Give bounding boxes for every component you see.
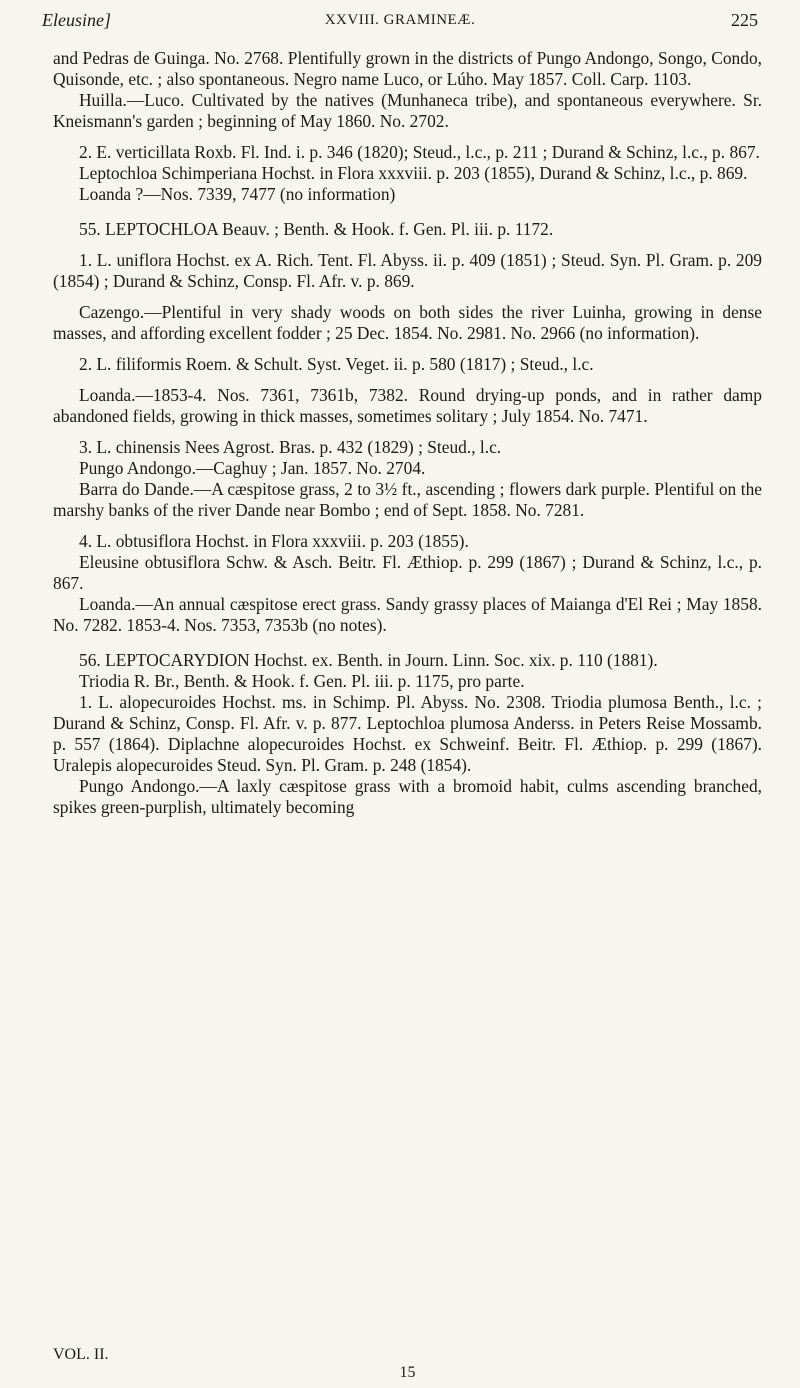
paragraph: and Pedras de Guinga. No. 2768. Plentifully grown in the districts of Pungo Andongo, Songo, Condo, Quisonde, etc. ; also spontaneous. Negro name Luco, or Lúho. May 1857. Coll. Carp. 1103. xyxy=(53,48,762,89)
locality: Cazengo.—Plentiful in very shady woods on both sides the river Luinha, growing in dense masses, and affording excellent fodder ; 25 Dec. 1854. No. 2981. No. 2966 (no information). xyxy=(53,302,762,343)
locality: Pungo Andongo.—A laxly cæspitose grass with a bromoid habit, culms ascending branched, spikes green-purplish, ultimately becoming xyxy=(53,776,762,817)
synonym: Leptochloa Schimperiana Hochst. in Flora xxxviii. p. 203 (1855), Durand & Schinz, l.c., p. 869. xyxy=(79,163,748,183)
species-entry: 4. L. obtusiflora Hochst. in Flora xxxviii. p. 203 (1855). xyxy=(79,531,469,551)
header-genus: Eleusine] xyxy=(42,10,111,30)
synonym: Triodia R. Br., Benth. & Hook. f. Gen. Pl. iii. p. 1175, pro parte. xyxy=(79,671,525,691)
genus-heading: 55. LEPTOCHLOA Beauv. ; Benth. & Hook. f. Gen. Pl. iii. p. 1172. xyxy=(79,219,554,239)
species-entry: 2. E. verticillata Roxb. Fl. Ind. i. p. 346 (1820); Steud., l.c., p. 211 ; Durand & Schinz, l.c., p. 867. xyxy=(79,142,760,162)
synonym: Eleusine obtusiflora Schw. & Asch. Beitr. Fl. Æthiop. p. 299 (1867) ; Durand & Schinz, l.c., p. 867. xyxy=(53,552,762,593)
volume-label: VOL. II. xyxy=(53,1346,109,1363)
locality: Loanda.—1853-4. Nos. 7361, 7361b, 7382. Round drying-up ponds, and in rather damp abandoned fields, growing in thick masses, sometimes solitary ; July 1854. No. 7471. xyxy=(53,385,762,426)
species-entry: 1. L. alopecuroides Hochst. ms. in Schimp. Pl. Abyss. No. 2308. Triodia plumosa Benth., l.c. ; Durand & Schinz, Consp. Fl. Afr. v. p. 877. Leptochloa plumosa Anderss. in Peters Reise Mossamb. p. 557 (1864). Diplachne alopecuroides Hochst. ex Schweinf. Beitr. Fl. Æthiop. p. 299 (1867). Uralepis alopecuroides Steud. Syn. Pl. Gram. p. 248 (1854). xyxy=(53,692,762,775)
paragraph: Huilla.—Luco. Cultivated by the natives (Munhaneca tribe), and spontaneous everywhere. Sr. Kneismann's garden ; beginning of May 1860. No. 2702. xyxy=(53,90,762,131)
page-number: 225 xyxy=(731,10,758,30)
running-header xyxy=(42,10,758,42)
locality: Loanda.—An annual cæspitose erect grass. Sandy grassy places of Maianga d'El Rei ; May 1858. No. 7282. 1853-4. Nos. 7353, 7353b (no notes). xyxy=(53,594,762,635)
species-entry: 1. L. uniflora Hochst. ex A. Rich. Tent. Fl. Abyss. ii. p. 409 (1851) ; Steud. Syn. Pl. Gram. p. 209 (1854) ; Durand & Schinz, Consp. Fl. Afr. v. p. 869. xyxy=(53,250,762,291)
page-body xyxy=(53,48,762,818)
species-entry: 2. L. filiformis Roem. & Schult. Syst. Veget. ii. p. 580 (1817) ; Steud., l.c. xyxy=(79,354,594,374)
signature-mark: 15 xyxy=(399,1364,416,1381)
locality: Barra do Dande.—A cæspitose grass, 2 to 3½ ft., ascending ; flowers dark purple. Plentiful on the marshy banks of the river Dande near Bombo ; end of Sept. 1858. No. 7281. xyxy=(53,479,762,520)
genus-heading: 56. LEPTOCARYDION Hochst. ex. Benth. in Journ. Linn. Soc. xix. p. 110 (1881). xyxy=(79,650,658,670)
species-entry: 3. L. chinensis Nees Agrost. Bras. p. 432 (1829) ; Steud., l.c. xyxy=(79,437,502,457)
locality: Pungo Andongo.—Caghuy ; Jan. 1857. No. 2704. xyxy=(79,458,426,478)
header-section: XXVIII. GRAMINEÆ. xyxy=(324,12,476,28)
locality: Loanda ?—Nos. 7339, 7477 (no information) xyxy=(79,184,396,204)
